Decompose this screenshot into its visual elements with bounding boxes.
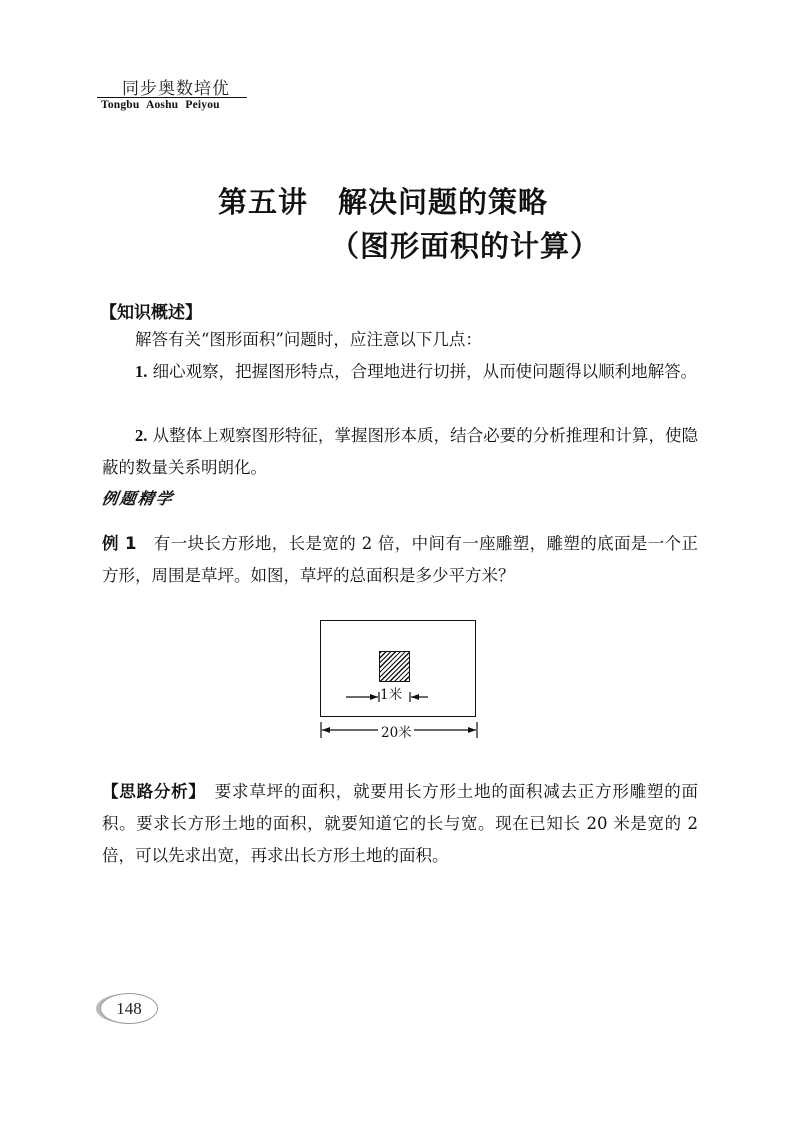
example-label: 例 1 (102, 534, 137, 553)
overview-heading: 【知识概述】 (100, 303, 202, 323)
overview-point-1 (102, 356, 698, 388)
square-side-label: 1米 (380, 687, 403, 703)
sculpture-square (379, 651, 410, 682)
overview-point-2 (102, 420, 698, 484)
analysis-heading: 【思路分析】 (102, 782, 198, 801)
examples-heading: 例题精学 (100, 489, 176, 508)
point-text: 从整体上观察图形特征，掌握图形本质，结合必要的分析推理和计算，使隐蔽的数量关系明朗化。 (102, 426, 698, 477)
example-text: 有一块长方形地，长是宽的 2 倍，中间有一座雕塑，雕塑的底面是一个正方形，周围是草坪。如图，草坪的总面积是多少平方米？ (102, 534, 698, 585)
running-header-pinyin: Tongbu Aoshu Peiyou (101, 99, 220, 111)
point-text: 细心观察，把握图形特点，合理地进行切拼，从而使问题得以顺利地解答。 (147, 362, 698, 381)
point-number: 2. (135, 426, 148, 445)
chapter-title: 第五讲 解决问题的策略 (218, 185, 549, 219)
chapter-subtitle: （图形面积的计算） (330, 229, 601, 263)
analysis-block (102, 776, 698, 872)
point-number: 1. (135, 362, 148, 381)
analysis-text: 要求草坪的面积，就要用长方形土地的面积减去正方形雕塑的面积。要求长方形土地的面积，就要知道它的长与宽。现在已知长 20 米是宽的 2 倍，可以先求出宽，再求出长方形土地的面积。 (102, 782, 699, 865)
overview-intro: 解答有关“图形面积”问题时，应注意以下几点： (135, 330, 482, 349)
header-rule (97, 97, 247, 98)
example-1 (102, 528, 698, 592)
rect-length-label: 20米 (379, 721, 414, 741)
running-header-title: 同步奥数培优 (122, 79, 230, 99)
page-number: 148 (100, 993, 158, 1024)
